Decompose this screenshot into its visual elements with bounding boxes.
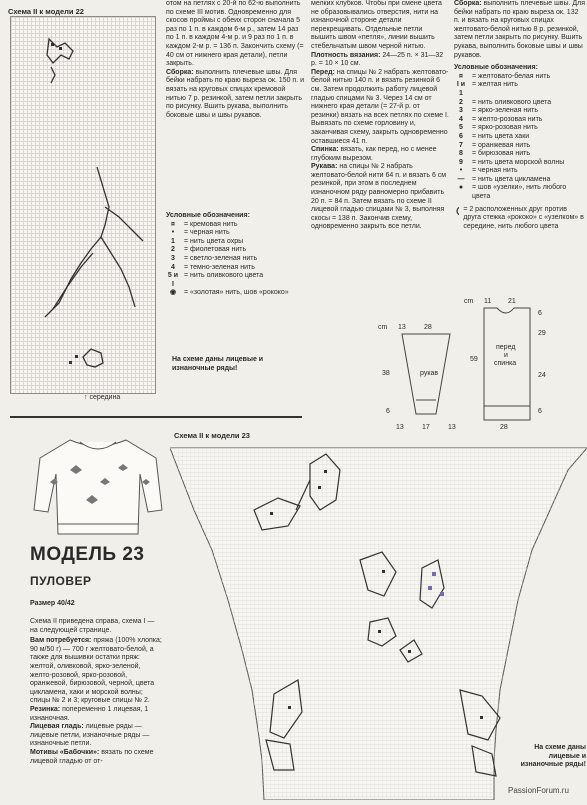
legend-symbol: ● (458, 184, 464, 192)
rococo-stitch-icon (454, 206, 459, 216)
legend-text: = бирюзовая нить (472, 150, 531, 158)
body-right-3: 24 (538, 372, 546, 379)
chart-22-legend-row (166, 221, 304, 230)
right2-legend-row (454, 167, 586, 176)
sleeve-bottom-2: 17 (422, 424, 430, 431)
legend-symbol: 2 (171, 246, 175, 254)
body-right-2: 29 (538, 330, 546, 337)
legend-text: = черная нить (472, 167, 518, 175)
model-heading-stockinette: Лицевая гладь: (30, 723, 84, 731)
body-label-3: спинка (494, 360, 517, 367)
model-heading-materials: Вам потребуется: (30, 637, 92, 645)
model-heading-butterflies: Мотивы «Бабочки»: (30, 748, 100, 756)
right2-rococo-note (454, 206, 586, 232)
right2-heading-assembly: Сборка: (454, 0, 482, 7)
sleeve-bottom-left: 6 (386, 408, 390, 415)
model-paragraph-1: Схема II приведена справа, схема I — на следующей странице. (30, 618, 155, 634)
legend-text: = ярко-зеленая нить (472, 107, 538, 115)
sleeve-bottom-3: 13 (448, 424, 456, 431)
body-bottom: 28 (500, 424, 508, 431)
body-label-2: и (504, 352, 508, 359)
legend-text: = светло-зеленая нить (184, 254, 258, 262)
right1-heading-back: Спинка: (311, 146, 339, 154)
body-top-1: 11 (484, 298, 492, 305)
legend-symbol: I и 1 (456, 81, 466, 97)
legend-symbol: ¤ (171, 220, 175, 228)
legend-text: = оранжевая нить (472, 141, 531, 149)
legend-symbol: 1 (171, 237, 175, 245)
right-column-1 (311, 0, 449, 232)
sleeve-cm: cm (378, 324, 388, 331)
legend-symbol: 7 (459, 141, 463, 149)
chart-22-legend-row (166, 238, 304, 247)
right-column-2 (454, 0, 586, 231)
chart-23-note: На схеме даны лицевые и изнаночные ряды! (520, 744, 586, 769)
legend-text: = нить оливкового цвета (472, 98, 552, 106)
sleeve-left: 38 (382, 370, 390, 377)
legend-text: = «золотая» нить, шов «рококо» (184, 289, 289, 297)
model-paragraph-2: пряжа (100% хлопка; 90 м/50 г) — 700 г желтовато-белой, а также для вышивки остатки пряж: желтой, оливковой, ярко-зеленой, желто-розовой, ярко-розовой, оранжевой, бирюзовой, черной, цвета цикламена, хаки и морской волны; спицы № 2 и 3; круговые спицы № 2. (30, 637, 162, 705)
legend-text: = нить оливкового цвета (184, 272, 264, 280)
legend-symbol: ◉ (169, 289, 177, 297)
legend-text: = нить цвета морской волны (472, 158, 565, 166)
right1-heading-front: Перед: (311, 68, 335, 76)
body-top-2: 21 (508, 298, 516, 305)
legend-symbol: 9 (459, 158, 463, 166)
chart-22-legend (166, 212, 304, 298)
right1-paragraph-5: на спицы № 2 набрать желтовато-белой нити 64 п. и вязать 6 см резинкой, при этом в последнем изнаночном ряду равномерно прибавить 20 п. = 84 п. Затем вязать по схеме II лицевой гладью спицами № 3, выполняя скосы = 138 п. Закончив схему, одновременно закрыть все петли. (311, 163, 447, 231)
right1-paragraph-2: 24—25 п. × 31—32 р. = 10 × 10 см. (311, 51, 444, 68)
right1-heading-gauge: Плотность вязания: (311, 51, 381, 59)
body-right-4: 6 (538, 408, 542, 415)
middle-paragraph-2: выполнить плечевые швы. Для бейки набрать по краю выреза ок. 150 п. и вязать на круговых спицах кремовой нитью 7 р. резинкой, затем петли закрыть по рисунку. Вшить рукава, выполнить боковые швы и швы рукавов. (166, 68, 305, 119)
right2-legend-row (454, 159, 586, 168)
chart-22-legend-row (166, 272, 304, 289)
chart-22-legend-row (166, 289, 304, 298)
model-paragraph-5: вязать по схеме лицевой гладью от от- (30, 748, 154, 765)
right2-legend-row (454, 142, 586, 151)
sleeve-label: рукав (420, 370, 439, 377)
legend-text: = шов «узелки», нить любого цвета (471, 184, 567, 201)
legend-symbol: 4 (459, 115, 463, 123)
right2-legend-row (454, 184, 586, 201)
legend-symbol: — (457, 175, 465, 183)
legend-symbol: ¤ (459, 72, 463, 80)
chart-22-legend-row (166, 264, 304, 273)
right2-legend-row (454, 116, 586, 125)
chart-22-bottom-label: ↑ середина (84, 394, 121, 401)
legend-text: = желто-розовая нить (472, 115, 543, 123)
legend-text: = нить цвета цикламена (472, 175, 551, 183)
legend-symbol: 3 (459, 107, 463, 115)
pattern-schematics (372, 296, 586, 436)
model-size: Размер 40/42 (30, 600, 75, 607)
chart-22-legend-row (166, 246, 304, 255)
model-number: МОДЕЛЬ 23 (30, 544, 145, 565)
middle-heading-assembly: Сборка: (166, 68, 194, 76)
chart-22-title: Схема II к модели 22 (8, 7, 84, 16)
legend-symbol: 5 (459, 124, 463, 132)
legend-symbol: 5 и I (167, 272, 179, 288)
middle-paragraph-1: отом на петлях с 20-й по 62-ю выполнить по схеме III мотив. Одновременно для скосов проймы с обеих сторон сначала 5 раз по 1 п. в каждом 6-м р., затем 14 раз по 1 п. в каждом 4-м р. и 9 раз по 1 п. в каждом 2-м р. = 136 п. Закончить схему (= 40 см от нижнего края детали), петли закрыть. (166, 0, 304, 68)
legend-text: = нить цвета охры (184, 237, 244, 245)
right1-paragraph-4: вязать, как перед, но с менее глубоким вырезом. (311, 146, 437, 162)
legend-text: = кремовая нить (184, 220, 238, 228)
sweater-icon (30, 430, 166, 540)
right2-legend-title: Условные обозначения: (454, 64, 538, 72)
legend-symbol: 4 (171, 263, 175, 271)
legend-text: = черная нить (184, 229, 230, 237)
right2-paragraph-1: выполнить плечевые швы. Для бейки набрать по краю выреза ок. 132 п. и вязать на круговых спицах желтовато-белой нитью 8 р. резинкой, затем петли закрыть по рисунку. Вшить рукава, выполнить боковые швы и швы рукавов. (454, 0, 586, 59)
chart-22-motif (11, 17, 155, 393)
model-paragraph-3: попеременно 1 лицевая, 1 изнаночная. (30, 705, 149, 722)
legend-text: = желтая нить (472, 81, 518, 89)
right1-paragraph-1: мелких клубков. Чтобы при смене цвета не образовывались отверстия, нити на изнаночной стороне детали перекрещивать. Отдельные петли вышить швом «петля», линии вышить стебельчатым швом черной нитью. (311, 0, 442, 50)
section-divider (10, 416, 302, 418)
model-paragraph-4: лицевые ряды — лицевые петли, изнаночные ряды — изнаночные петли. (30, 723, 150, 748)
model-name: ПУЛОВЕР (30, 574, 92, 588)
legend-symbol: 8 (459, 150, 463, 158)
site-watermark: PassionForum.ru (508, 786, 569, 795)
right2-legend-row (454, 99, 586, 108)
right2-legend-row (454, 81, 586, 98)
chart-22-legend-row (166, 255, 304, 264)
chart-23-title: Схема II к модели 23 (174, 431, 250, 440)
chart-22-legend-row (166, 229, 304, 238)
pattern-lines (372, 296, 586, 436)
model-text (30, 618, 164, 766)
right2-legend-row (454, 133, 586, 142)
middle-column (166, 0, 306, 120)
legend-text: = ярко-розовая нить (472, 124, 538, 132)
body-right-1: 6 (538, 310, 542, 317)
legend-symbol: • (171, 229, 175, 237)
model-heading-rib: Резинка: (30, 705, 61, 713)
right1-paragraph-3: на спицы № 2 набрать желтовато-белой нитью 140 п. и вязать резинкой 6 см. Затем продолжить работу лицевой гладью спицами № 3. Через 14 см от нижнего края детали (= 27-й р. от резинки) вязать на всех петлях по схеме I. Вывязать по схеме горловину и, заканчивая схему, закрыть одновременно оставшиеся 41 п. (311, 68, 449, 145)
right2-legend-row (454, 73, 586, 82)
chart-22-legend-title: Условные обозначения: (166, 212, 250, 219)
right1-heading-sleeves: Рукава: (311, 163, 338, 171)
body-left: 59 (470, 356, 478, 363)
chart-22-note: На схеме даны лицевые и изнаночные ряды! (172, 356, 264, 372)
body-cm: cm (464, 298, 474, 305)
chart-22-grid (10, 16, 156, 394)
legend-symbol: 2 (459, 98, 463, 106)
legend-text: = нить цвета хаки (472, 132, 530, 140)
legend-symbol: 6 (459, 132, 463, 140)
right2-legend-row (454, 150, 586, 159)
body-label-1: перед (496, 344, 516, 351)
legend-text: = темно-зеленая нить (184, 263, 255, 271)
right2-legend-row (454, 124, 586, 133)
sleeve-top-1: 13 (398, 324, 406, 331)
right2-legend-row (454, 107, 586, 116)
rococo-note-text: = 2 расположенных друг против друга стежка «рококо» с «узелком» в середине, нить любого цвета (463, 205, 584, 230)
sweater-illustration (30, 430, 166, 540)
sleeve-bottom-1: 13 (396, 424, 404, 431)
sleeve-top-2: 28 (424, 324, 432, 331)
legend-text: = фиолетовая нить (184, 246, 247, 254)
legend-text: = желтовато-белая нить (472, 72, 551, 80)
legend-symbol: 3 (171, 254, 175, 262)
legend-symbol: • (459, 167, 463, 175)
